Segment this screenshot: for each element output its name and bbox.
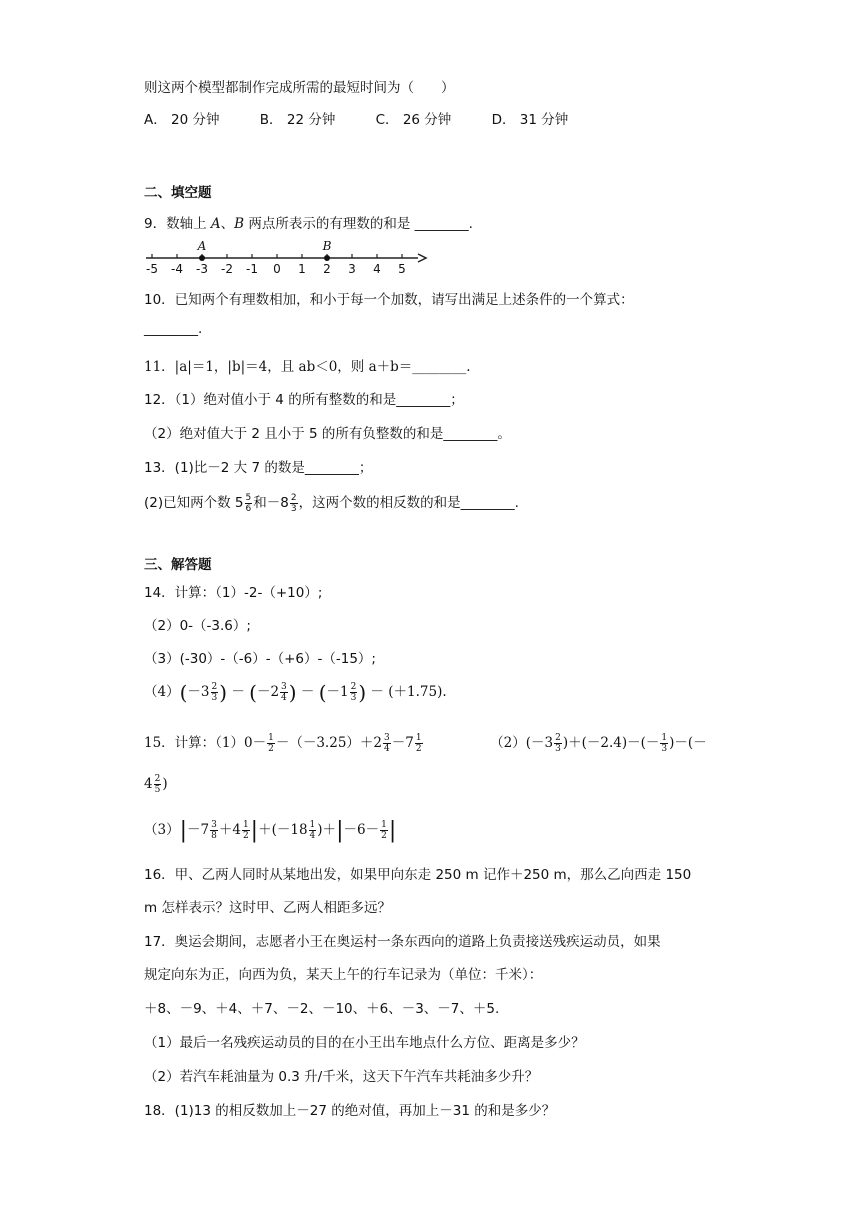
q14-2: （2）0-（-3.6）; [144,618,251,634]
term: ＋4 [218,822,241,838]
number-line-tick-label: -4 [171,262,183,276]
q8-options [144,108,604,128]
fraction-num: 2 [350,682,357,692]
fraction [154,774,162,795]
option-c[interactable]: C． 26 分钟 [375,112,452,128]
q12-1: 12．（1）绝对值小于 4 的所有整数的和是________； [144,392,464,408]
fraction-den: 8 [211,831,217,841]
fraction [211,682,219,703]
q15-part2-label: （2）(－3 [490,735,554,751]
term: －（－3.25）＋2 [275,735,382,751]
fraction-num: 1 [268,733,274,743]
fraction-den: 4 [281,693,287,703]
fraction-den: 2 [381,831,387,841]
q10-line2: ________. [144,321,203,337]
fraction-num: 2 [555,733,561,743]
fraction [242,820,250,841]
q17-sub1: （1）最后一名残疾运动员的目的在小王出车地点什么方位、距离是多少？ [144,1035,585,1051]
q17-sub2: （2）若汽车耗油量为 0.3 升/千米，这天下午汽车共耗油多少升？ [144,1069,539,1085]
fraction-den: 3 [350,693,357,703]
fraction [280,682,288,703]
q9-var-a: A [210,216,221,232]
q15-line2 [144,774,168,795]
fraction [380,820,388,841]
q9-text [144,212,473,232]
section-2-title: 二、填空题 [144,185,212,201]
option-a[interactable]: A． 20 分钟 [144,112,220,128]
term: ) [162,776,168,792]
number-line-tick-label: -5 [146,262,158,276]
fraction-num: 1 [309,820,316,830]
term: )＋(－2.4)－(－ [562,735,660,751]
fraction [660,733,668,754]
q14-4: （4）(－3 $\frac{2}{3}$ ) － (－2 $\frac{3}{4}$ ) － (－1 $\frac{2}{3}$ ) － (＋1.75). [144,680,447,705]
q9-sep: 、 [220,216,235,232]
q17-line1: 17．奥运会期间，志愿者小王在奥运村一条东西向的道路上负责接送残疾运动员，如果 [144,934,661,950]
fraction-den: 6 [245,503,252,514]
number-line-tick-label: 1 [298,262,306,276]
fraction-den: 2 [415,744,422,754]
fraction [383,733,391,754]
fraction-num: 2 [154,774,161,784]
q15-line1 [144,731,707,754]
point-a-dot [199,255,205,261]
fraction [290,493,298,514]
q11-text: 11．|a|＝1，|b|＝4，且 ab＜0，则 a＋b＝________. [144,359,471,375]
number-line-arrow [418,254,426,262]
q12-2: （2）绝对值大于 2 且小于 5 的所有负整数的和是________。 [144,426,511,442]
term: )－(－ [669,735,707,751]
term: )＋ [317,822,337,838]
number-line-tick-label: 3 [348,262,356,276]
fraction-num: 1 [242,820,249,830]
q14-1: 14．计算：（1）-2-（+10）; [144,585,323,601]
fraction-den: 4 [309,831,316,841]
number-line-tick-label: 5 [398,262,406,276]
fraction [267,733,275,754]
q13-2-pre: (2)已知两个数 5 [144,495,244,511]
number-line-tick-label: -2 [221,262,233,276]
point-a-label: A [197,239,207,253]
q14-3: （3）(-30）-（-6）-（+6）-（-15）; [144,651,376,667]
q9-number: 9． [144,216,167,232]
fraction-num: 1 [381,820,387,830]
fraction-den: 4 [384,744,390,754]
term: －6－ [343,822,380,838]
term: ＋(－18 [258,822,308,838]
q8-text: 则这两个模型都制作完成所需的最短时间为（ ） [144,80,455,96]
term: －2 [256,684,280,700]
q15-3: （3）|－7 $\frac{3}{8}$ ＋4 $\frac{1}{2}$ |＋(－18 $\frac{1}{4}$ )＋|－6－ $\frac{1}{2}$ | [144,818,397,843]
q16-line1: 16．甲、乙两人同时从某地出发，如果甲向东走 250 m 记作＋250 m，那么乙向西走 150 [144,867,692,883]
fraction-den: 3 [661,744,668,754]
option-d[interactable]: D． 31 分钟 [491,112,569,128]
fraction [210,820,218,841]
term: －7 [187,822,210,838]
point-b-label: B [322,239,332,253]
term: ＋1.75 [393,684,438,700]
fraction-num: 2 [290,492,297,503]
term: －1 [326,684,349,700]
section-3-title: 三、解答题 [144,557,212,573]
fraction-num: 1 [661,733,668,743]
fraction [309,820,317,841]
q17-line2: 规定向东为正，向西为负，某天上午的行车记录为（单位：千米）： [144,967,543,983]
fraction-num: 3 [384,733,390,743]
fraction [554,733,562,754]
q9-text-b: 两点所表示的有理数的和是 ________. [244,216,473,232]
number-line-tick-label: 4 [373,262,381,276]
term: －3 [187,684,210,700]
fraction-den: 3 [211,693,218,703]
fraction-den: 2 [268,744,274,754]
number-line-tick-label: 2 [323,262,331,276]
fraction-num: 2 [211,682,218,692]
term: 4 [144,776,153,792]
q16-line2: m 怎样表示？这时甲、乙两人相距多远？ [144,900,391,916]
fraction-num: 3 [281,682,287,692]
fraction-den: 3 [290,503,297,514]
fraction-num: 1 [415,733,422,743]
number-line-tick-label: 0 [273,262,281,276]
fraction [245,493,253,514]
number-line-tick-label: -1 [246,262,258,276]
q13-2 [144,491,519,514]
q10-line1: 10．已知两个有理数相加，和小于每一个加数，请写出满足上述条件的一个算式： [144,292,634,308]
q9-var-b: B [234,216,245,232]
fraction-den: 3 [555,744,561,754]
fraction-num: 5 [245,492,252,503]
term: －7 [391,735,414,751]
point-b-dot [324,255,330,261]
q14-4-label: （4） [144,684,180,700]
fraction [350,682,358,703]
q15-label: 15．计算：（1）0－ [144,735,267,751]
q13-2-mid: 和－8 [253,495,289,511]
q18-text: 18．(1)13 的相反数加上－27 的绝对值，再加上－31 的和是多少？ [144,1103,556,1119]
fraction-den: 5 [154,785,161,795]
number-line-tick-label: -3 [196,262,208,276]
fraction-den: 2 [242,831,249,841]
q13-2-post: ，这两个数的相反数的和是________. [298,495,519,511]
q17-line3: ＋8、－9、＋4、＋7、－2、－10、＋6、－3、－7、＋5. [144,1001,500,1017]
q13-1: 13．(1)比－2 大 7 的数是________； [144,460,373,476]
q9-text-a: 数轴上 [166,216,211,232]
option-b[interactable]: B． 22 分钟 [259,112,336,128]
fraction-num: 3 [211,820,217,830]
fraction [415,733,423,754]
q15-3-label: （3） [144,822,180,838]
number-line [140,234,430,278]
